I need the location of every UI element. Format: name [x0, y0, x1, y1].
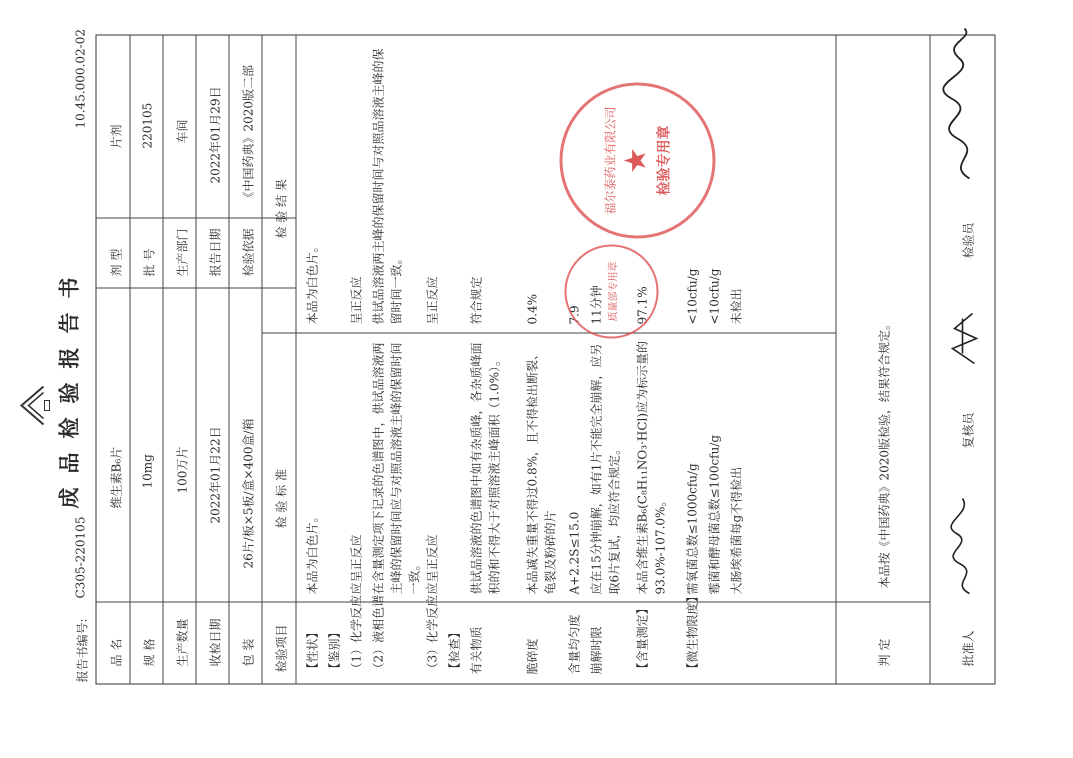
- row-standard: 应呈正反应: [349, 534, 364, 595]
- batch-label: 批 号: [142, 248, 157, 277]
- row-standard: 在含量测定项下记录的色谱图中，供试品溶液两主峰的保留时间应与对照品溶液主峰的保留时间一致。: [371, 342, 422, 595]
- row-item: 含量均匀度: [567, 614, 582, 675]
- report-date-label: 报告日期: [208, 228, 223, 277]
- row-result: 未检出: [729, 288, 744, 325]
- row-item: 【含量测定】: [635, 602, 650, 675]
- dept-label: 生产部门: [175, 228, 190, 277]
- package: 26片/板×5板/盒×400盒/箱: [241, 418, 256, 569]
- approver-signature: [945, 479, 985, 599]
- row-standard: 应呈正反应: [425, 534, 440, 595]
- row-standard: 大肠埃希菌每g不得检出: [729, 466, 744, 595]
- row-item: 崩解时限: [589, 626, 604, 675]
- inspector-signature: [940, 24, 990, 184]
- report-date: 2022年01月29日: [208, 86, 223, 184]
- inspector-label: 检验员: [961, 222, 976, 259]
- row-item: 【鉴别】: [327, 626, 342, 675]
- basis: 《中国药典》2020版二部: [241, 64, 256, 204]
- quality-seal: [565, 245, 659, 339]
- row-result: 供试品溶液两主峰的保留时间与对照品溶液主峰的保留时间一致。: [371, 48, 404, 325]
- batch: 220105: [140, 102, 155, 149]
- basis-label: 检验依据: [241, 228, 256, 277]
- header-item: 检验项目: [274, 624, 289, 673]
- report-document: [0, 1, 1073, 758]
- row-item: 有关物质: [469, 626, 484, 675]
- report-no: C305-220105: [73, 516, 88, 599]
- header-standard: 检 验 标 准: [274, 469, 289, 529]
- received-label: 收检日期: [208, 618, 223, 667]
- product-name-label: 品 名: [109, 638, 124, 667]
- row-result: 符合规定: [469, 276, 484, 325]
- received-date: 2022年01月22日: [208, 426, 223, 524]
- seal-star-icon: ★: [618, 147, 654, 174]
- dosage-form: 片剂: [109, 124, 124, 149]
- conclusion-label: 判 定: [877, 638, 892, 667]
- row-standard: 需氧菌总数≤1000cfu/g: [685, 463, 700, 595]
- row-result: 呈正反应: [425, 276, 440, 325]
- row-standard: 供试品溶液的色谱图中如有杂质峰，各杂质峰面积的和不得大于对照溶液主峰面积（1.0%）。: [469, 342, 502, 595]
- row-standard: A+2.2S≤15.0: [567, 511, 582, 595]
- reviewer-signature: [945, 299, 985, 369]
- row-item: 脆碎度: [525, 638, 540, 675]
- row-item: 【性状】: [305, 626, 320, 675]
- report-title: 成品检验报告书: [56, 263, 82, 509]
- row-item: （1）化学反应: [349, 594, 364, 675]
- row-standard: 本品为白色片。: [305, 510, 320, 595]
- approver-label: 批准人: [961, 630, 976, 667]
- seal-main-text: 检验专用章: [656, 125, 673, 196]
- row-standard: 本品减失重量不得过0.8%，且不得检出断裂、龟裂及粉碎的片: [525, 348, 558, 595]
- reviewer-label: 复核员: [961, 412, 976, 449]
- report-no-label: 报告书编号:: [75, 618, 90, 683]
- product-name: 维生素B₆片: [109, 446, 124, 509]
- row-result: 11分钟: [589, 285, 604, 325]
- row-result: 0.4%: [525, 294, 540, 325]
- row-result: 本品为白色片。: [305, 240, 320, 325]
- quantity: 100万片: [175, 446, 190, 494]
- seal-ring-text: 福尔泰药业有限公司: [603, 106, 618, 215]
- dosage-form-label: 剂 型: [109, 248, 124, 277]
- row-item: 【检查】: [447, 626, 462, 675]
- row-item: 【微生物限度】: [685, 590, 700, 675]
- spec-label: 规 格: [142, 638, 157, 667]
- quantity-label: 生产数量: [175, 618, 190, 667]
- company-seal: [560, 83, 716, 239]
- row-result: 97.1%: [635, 286, 650, 325]
- row-result: <10cfu/g: [685, 268, 700, 325]
- row-item: （3）化学反应: [425, 594, 440, 675]
- row-item: （2）液相色谱: [371, 594, 386, 675]
- package-label: 包 装: [241, 638, 256, 667]
- conclusion-text: 本品按《中国药典》2020版检验，结果符合规定。: [877, 317, 892, 589]
- doc-code: 10.45.000.02-02: [73, 29, 88, 129]
- row-standard: 应在15分钟崩解，如有1片不能完全崩解，应另取6片复试，均应符合规定。: [589, 343, 622, 595]
- row-result: <10cfu/g: [707, 268, 722, 325]
- spec: 10mg: [140, 454, 155, 489]
- row-result: 呈正反应: [349, 276, 364, 325]
- header-result: 检 验 结 果: [274, 179, 289, 239]
- quality-seal-text: 质量部专用章: [608, 261, 619, 322]
- row-result: 7.9: [567, 305, 582, 325]
- row-standard: 本品含维生素B₆(C₈H₁₁NO₃·HCl)应为标示量的93.0%-107.0%。: [635, 340, 668, 595]
- row-standard: 霉菌和酵母菌总数≤100cfu/g: [707, 434, 722, 595]
- dept: 车间: [175, 119, 190, 144]
- company-logo-icon: [14, 383, 52, 429]
